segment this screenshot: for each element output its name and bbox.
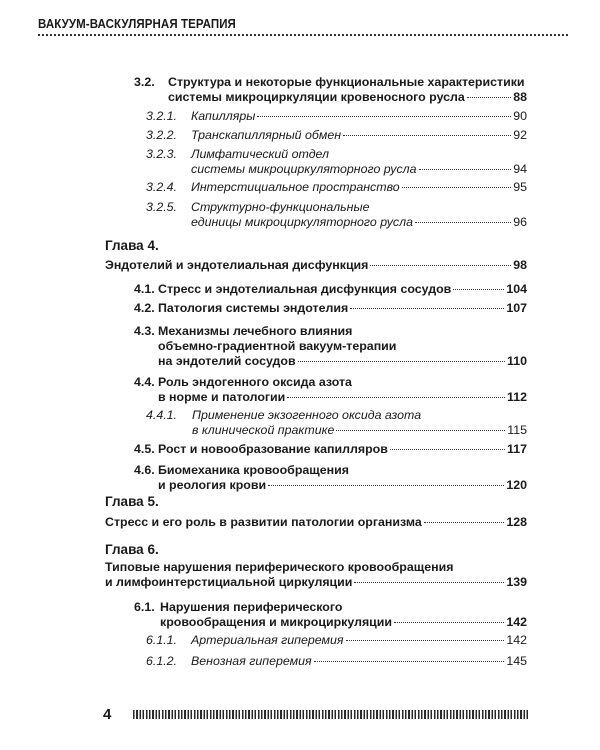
toc-entry-number: 4.3. [134,324,155,338]
toc-page-number: 92 [513,128,527,142]
toc-entry-chapter-5[interactable] [105,515,527,530]
toc-entry-4-3[interactable] [134,324,527,369]
toc-entry-title: Артериальная гиперемия [191,633,344,647]
toc-leader-dots [343,135,511,136]
toc-page-number: 94 [513,162,527,176]
toc-leader-dots [390,449,505,450]
toc-entry-4-4-1[interactable] [146,408,527,438]
running-header [38,17,568,36]
toc-entry-title: в клинической практике [192,423,335,437]
toc-entry-number: 3.2.3. [146,147,178,161]
toc-entry-number: 4.6. [134,463,155,477]
toc-entry-title: Стресс и эндотелиальная дисфункция сосудов [158,282,452,296]
toc-leader-dots [453,289,504,290]
toc-entry-title: и реология крови [158,478,267,492]
toc-entry-3-2-1[interactable] [146,109,527,124]
toc-page-number: 145 [506,654,527,668]
toc-entry-title: на эндотелий сосудов [158,354,296,368]
toc-entry-3-2[interactable] [134,75,527,105]
toc-entry-title-line: Структура и некоторые функциональные характеристики [168,75,525,89]
toc-entry-number: 4.5. [134,442,155,456]
toc-leader-dots [314,661,505,662]
toc-entry-title: системы микроциркуляторного русла [191,162,417,176]
toc-entry-title: Интерстициальное пространство [191,180,400,194]
chapter-5-heading: Глава 5. [105,494,159,509]
toc-entry-title: единицы микроциркуляторного русла [191,215,413,229]
toc-entry-title: Стресс и его роль в развитии патологии организма [105,515,422,529]
toc-page-number: 128 [506,515,527,529]
toc-page-number: 117 [507,442,527,456]
page-footer [103,706,528,722]
toc-entry-title-line: Структурно-функциональные [191,200,370,214]
toc-entry-title: Венозная гиперемия [191,654,312,668]
toc-entry-4-5[interactable] [134,442,527,457]
toc-entry-number: 6.1. [134,600,155,614]
toc-entry-number: 3.2.5. [146,200,178,214]
toc-page-number: 110 [507,354,527,368]
toc-entry-3-2-2[interactable] [146,128,527,143]
toc-entry-number: 4.4. [134,375,155,389]
chapter-6-heading: Глава 6. [105,542,159,557]
toc-entry-title-line: Роль эндогенного оксида азота [158,375,352,389]
toc-entry-title-line: Применение экзогенного оксида азота [192,408,422,422]
toc-entry-title-line: Нарушения периферического [160,600,343,614]
toc-leader-dots [424,522,505,523]
header-title: ВАКУУМ-ВАСКУЛЯРНАЯ ТЕРАПИЯ [38,17,236,31]
footer-decorative-bar [133,710,528,719]
toc-entry-3-2-4[interactable] [146,180,527,195]
toc-entry-4-1[interactable] [134,282,527,297]
toc-entry-title: Транскапиллярный обмен [191,128,342,142]
toc-page-number: 88 [513,90,527,104]
toc-entry-title-line: Лимфатический отдел [191,147,330,161]
toc-leader-dots [394,622,504,623]
toc-entry-title-line: Биомеханика кровообращения [158,463,349,477]
toc-entry-title: системы микроциркуляции кровеносного русла [168,90,465,104]
toc-leader-dots [354,582,504,583]
toc-entry-number: 3.2. [134,75,155,89]
toc-page-number: 142 [506,615,527,629]
toc-leader-dots [350,308,504,309]
toc-entry-4-4[interactable] [134,375,527,405]
toc-page-number: 104 [506,282,527,296]
toc-leader-dots [419,169,512,170]
toc-page-number: 112 [507,390,527,404]
toc-entry-number: 4.1. [134,282,155,296]
toc-page-number: 96 [513,215,527,229]
toc-page-number: 95 [513,180,527,194]
toc-leader-dots [336,430,505,431]
toc-entry-6-1[interactable] [134,600,527,630]
toc-entry-number: 3.2.2. [146,128,178,142]
toc-page-number: 107 [506,301,527,315]
toc-page-number: 120 [506,478,527,492]
toc-entry-title-line: Механизмы лечебного влияния [158,324,353,338]
toc-leader-dots [268,485,504,486]
toc-entry-number: 4.4.1. [146,408,178,422]
toc-page-number: 98 [513,258,527,272]
toc-leader-dots [346,640,505,641]
toc-entry-chapter-4[interactable] [105,258,527,273]
toc-leader-dots [298,361,505,362]
toc-page-number: 115 [507,423,527,437]
toc-entry-title: Капилляры [191,109,256,123]
toc-entry-3-2-3[interactable] [146,147,527,177]
toc-entry-6-1-2[interactable] [146,654,527,669]
toc-entry-title: в норме и патологии [158,390,286,404]
toc-entry-chapter-6[interactable] [105,560,527,590]
toc-entry-title: Патология системы эндотелия [158,301,349,315]
toc-leader-dots [402,187,512,188]
toc-entry-4-6[interactable] [134,463,527,493]
toc-page-number: 142 [506,633,527,647]
toc-entry-3-2-5[interactable] [146,200,527,230]
toc-entry-title: и лимфоинтерстициальной циркуляции [105,575,353,589]
toc-page-number: 139 [506,575,527,589]
toc-entry-number: 6.1.2. [146,654,178,668]
toc-entry-title: Эндотелий и эндотелиальная дисфункция [105,258,369,272]
toc-leader-dots [467,97,511,98]
page-number: 4 [103,705,112,723]
toc-leader-dots [370,265,511,266]
toc-page-number: 90 [513,109,527,123]
toc-entry-number: 3.2.4. [146,180,178,194]
toc-entry-number: 4.2. [134,301,155,315]
toc-entry-number: 6.1.1. [146,633,178,647]
header-dotted-rule [38,34,568,36]
toc-entry-title: Рост и новообразование капилляров [158,442,388,456]
toc-entry-title-line: Типовые нарушения периферического кровообращения [105,560,454,574]
toc-entry-title: кровообращения и микроциркуляции [160,615,393,629]
toc-entry-number: 3.2.1. [146,109,178,123]
toc-leader-dots [287,397,505,398]
toc-entry-title-line: объемно-градиентной вакуум-терапии [158,339,397,353]
toc-leader-dots [257,116,511,117]
chapter-4-heading: Глава 4. [105,238,159,253]
toc-entry-6-1-1[interactable] [146,633,527,648]
toc-entry-4-2[interactable] [134,301,527,316]
toc-leader-dots [415,222,511,223]
